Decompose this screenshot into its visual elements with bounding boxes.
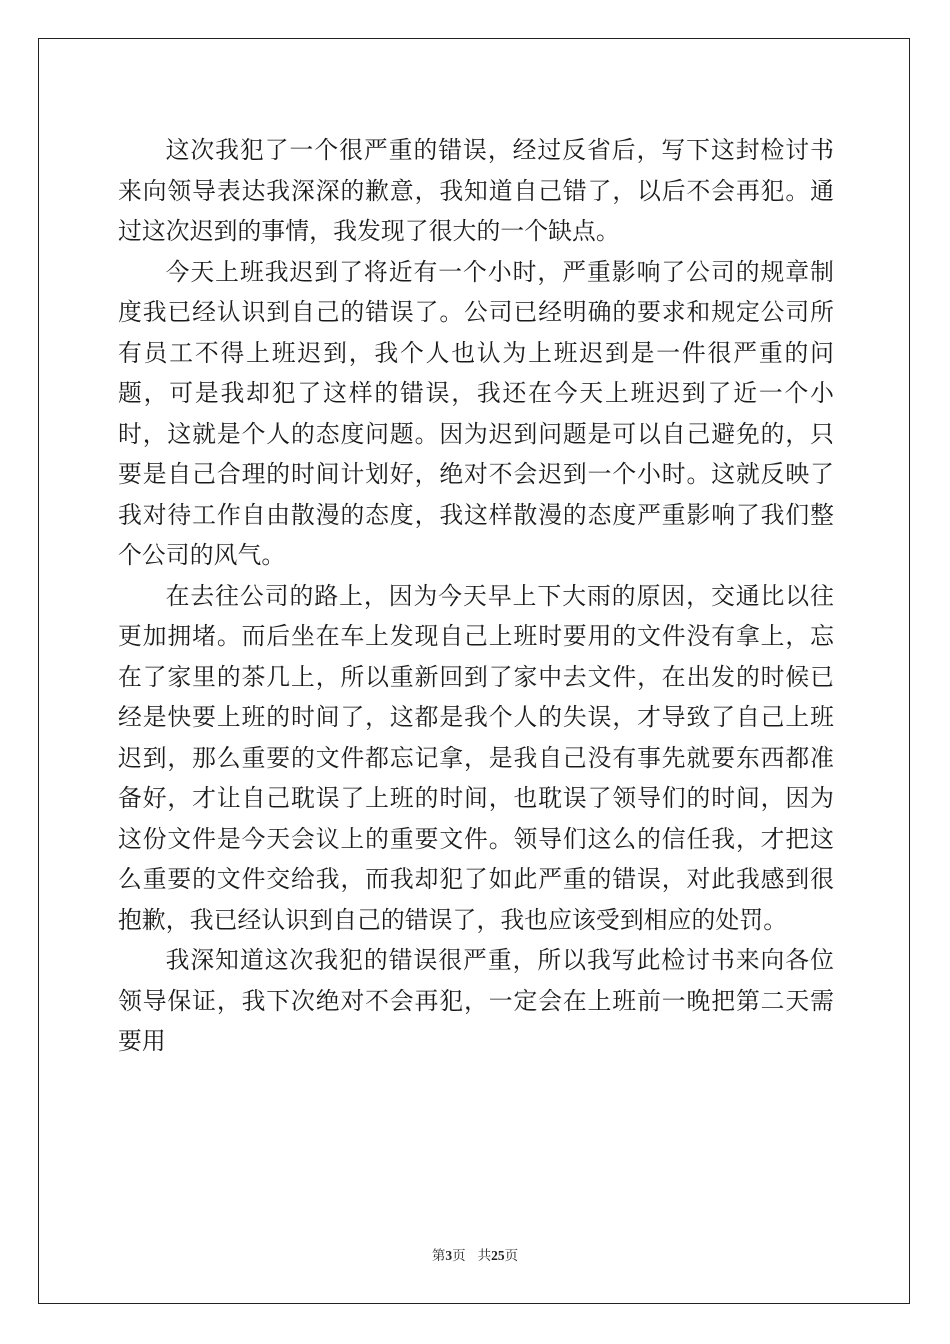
paragraph-4: 我深知道这次我犯的错误很严重，所以我写此检讨书来向各位领导保证，我下次绝对不会再犯，一定会在上班前一晚把第二天需要用 xyxy=(118,946,834,1055)
total-suffix: 页 xyxy=(504,1248,519,1264)
paragraph-1: 这次我犯了一个很严重的错误，经过反省后，写下这封检讨书来向领导表达我深深的歉意，我知道自己错了，以后不会再犯。通过这次迟到的事情，我发现了很大的一个缺点。 xyxy=(118,136,834,245)
page-footer xyxy=(0,1247,950,1265)
total-prefix: 共 xyxy=(477,1248,492,1264)
page-prefix: 第 xyxy=(431,1248,446,1264)
paragraph-3: 在去往公司的路上，因为今天早上下大雨的原因，交通比以往更加拥堵。而后坐在车上发现自己上班时要用的文件没有拿上，忘在了家里的茶几上，所以重新回到了家中去文件，在出发的时候已经是快要上班的时间了，这都是我个人的失误，才导致了自己上班迟到，那么重要的文件都忘记拿，是我自己没有事先就要东西都准备好，才让自己耽误了上班的时间，也耽误了领导们的时间，因为这份文件是今天会议上的重要文件。领导们这么的信任我，才把这么重要的文件交给我，而我却犯了如此严重的错误，对此我感到很抱歉，我已经认识到自己的错误了，我也应该受到相应的处罚。 xyxy=(118,581,834,934)
document-body xyxy=(118,130,834,1062)
page-number: 3 xyxy=(445,1248,453,1263)
paragraph-2: 今天上班我迟到了将近有一个小时，严重影响了公司的规章制度我已经认识到自己的错误了。公司已经明确的要求和规定公司所有员工不得上班迟到，我个人也认为上班迟到是一件很严重的问题，可是我却犯了这样的错误，我还在今天上班迟到了近一个小时，这就是个人的态度问题。因为迟到问题是可以自己避免的，只要是自己合理的时间计划好，绝对不会迟到一个小时。这就反映了我对待工作自由散漫的态度，我这样散漫的态度严重影响了我们整个公司的风气。 xyxy=(118,257,834,569)
total-pages: 25 xyxy=(491,1248,505,1263)
page-suffix: 页 xyxy=(452,1248,466,1264)
